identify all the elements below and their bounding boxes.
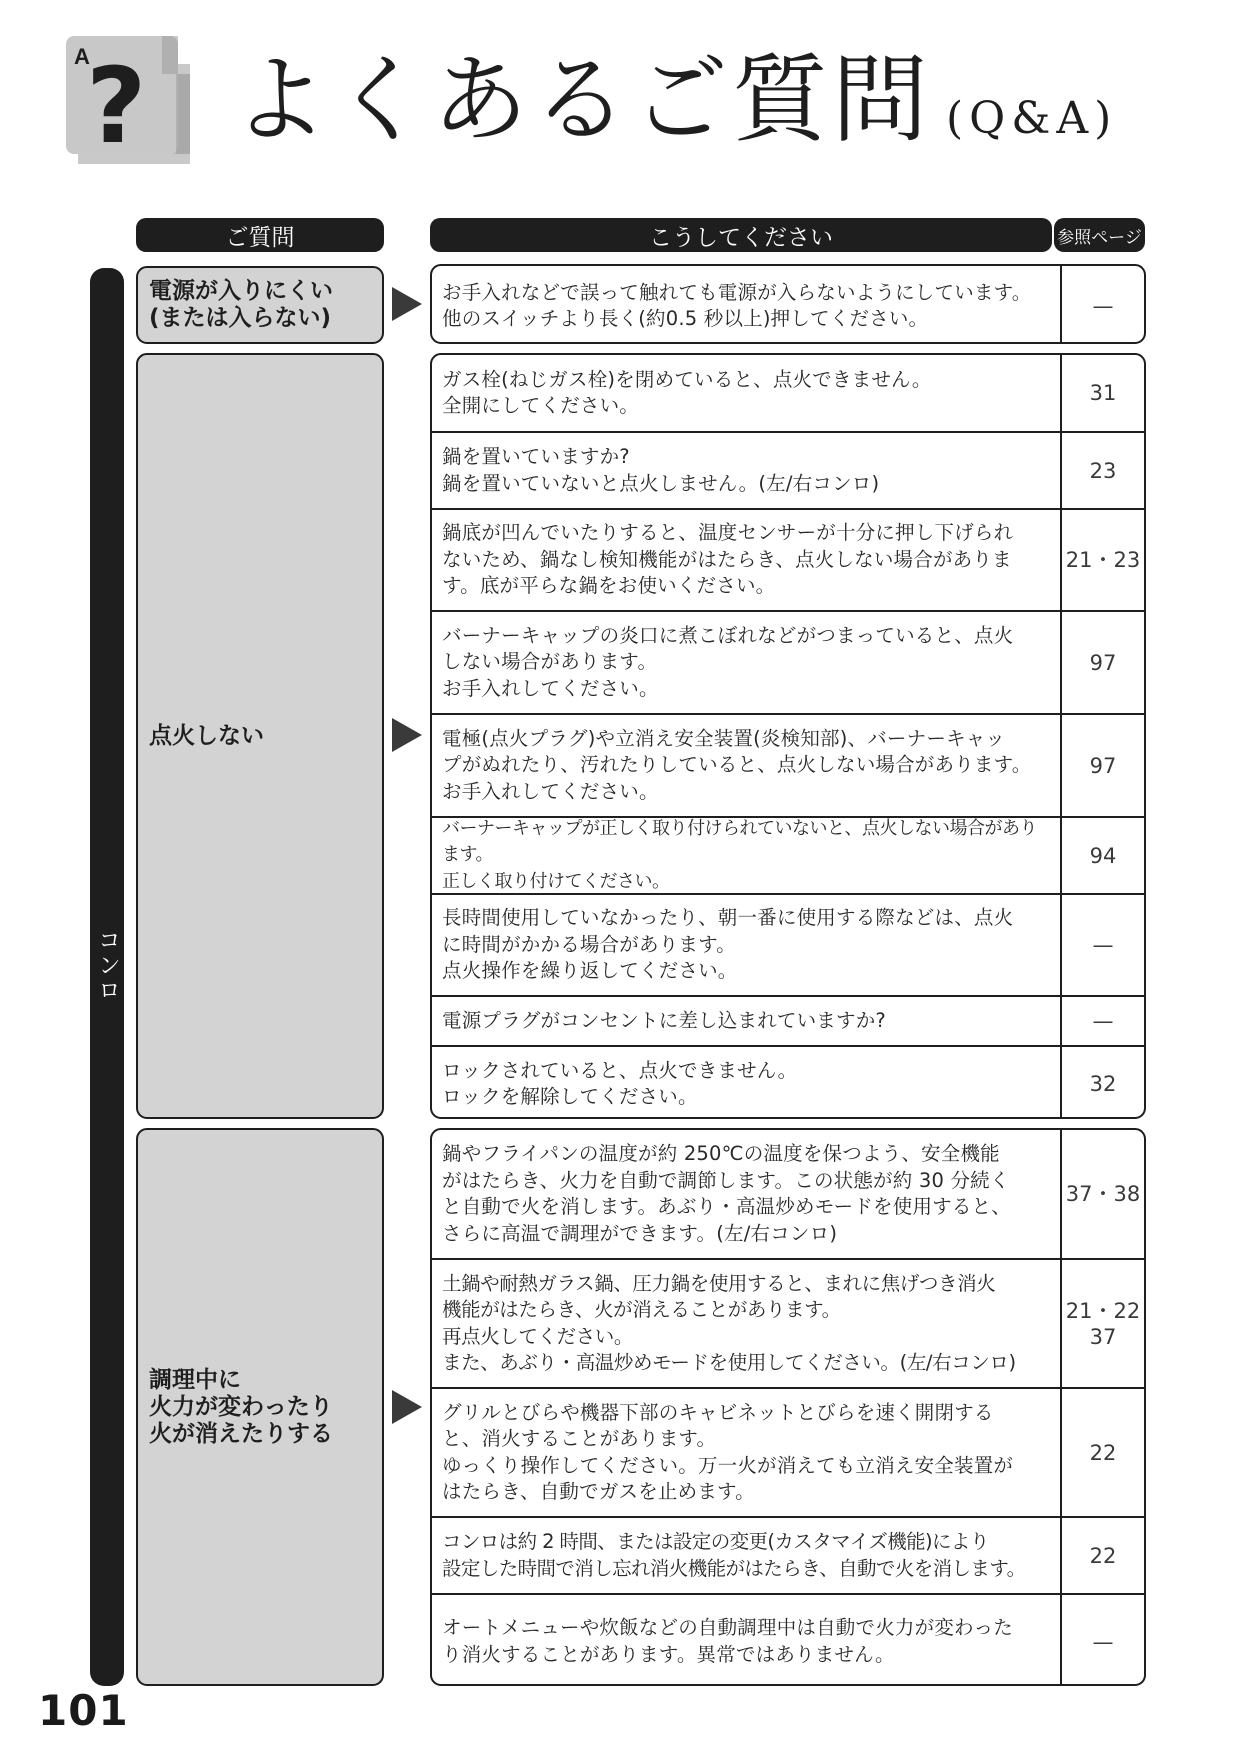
answer-text: コンロは約 2 時間、または設定の変更(カスタマイズ機能)により 設定した時間で消し忘れ消火機能がはたらき、自動で火を消します。 [442,1530,1026,1580]
answer-row [432,713,1144,816]
answer-text: 鍋底が凹んでいたりすると、温度センサーが十分に押し下げられ ないため、鍋なし検知機能がはたらき、点火しない場合がありま す。底が平らな鍋をお使いください。 [442,521,1014,598]
page-ref: 22 [1089,1440,1117,1465]
answer-text: 長時間使用していなかったり、朝一番に使用する際などは、点火 に時間がかかる場合があります。 点火操作を繰り返してください。 [442,906,1014,983]
answer-row [432,1387,1144,1516]
qa-icon [66,34,196,170]
answer-table [430,353,1146,1119]
answer-cell [432,818,1062,893]
answer-text: バーナーキャップの炎口に煮こぼれなどがつまっていると、点火 しない場合があります。 お手入れしてください。 [442,623,1014,700]
answer-cell [432,266,1062,344]
answer-text: グリルとびらや機器下部のキャビネットとびらを速く開閉する と、消火することがあります。 ゆっくり操作してください。万一火が消えても立消え安全装置が はたらき、自動でガスを止めます。 [442,1400,1014,1503]
answer-table [430,1128,1146,1686]
page-number: 101 [38,1686,129,1735]
page-ref: 37・38 [1065,1182,1141,1206]
answer-cell [432,433,1062,508]
answer-cell [432,612,1062,713]
answer-cell [432,1518,1062,1593]
answer-row [432,1258,1144,1387]
answer-table [430,264,1146,344]
arrow-right-icon [392,718,422,752]
answer-cell [432,355,1062,431]
answer-row [432,610,1144,713]
page-ref: 21・22 37 [1065,1298,1141,1349]
question-text: 電源が入りにくい (または入らない) [149,278,333,331]
page-title [232,40,1117,179]
answer-row [432,1130,1144,1258]
answer-text: 土鍋や耐熱ガラス鍋、圧力鍋を使用すると、まれに焦げつき消火 機能がはたらき、火が消えることがあります。 再点火してください。 また、あぶり・高温炒めモードを使用してください。(左/右コンロ) [442,1271,1016,1374]
answer-row [432,893,1144,995]
column-header-answer: こうしてください [430,218,1052,252]
column-header-page: 参照ページ [1054,218,1145,252]
question-text: 点火しない [149,722,264,749]
answer-row [432,355,1144,431]
answer-cell [432,510,1062,610]
answer-text: 電極(点火プラグ)や立消え安全装置(炎検知部)、バーナーキャッ プがぬれたり、汚れたりしていると、点火しない場合があります。 お手入れしてください。 [442,726,1032,803]
answer-text: 電源プラグがコンセントに差し込まれていますか? [442,1008,886,1032]
answer-text: ロックされていると、点火できません。 ロックを解除してください。 [442,1058,798,1108]
page-ref: 31 [1089,381,1117,405]
page-ref: 97 [1089,753,1117,778]
question-mark-icon: ? [86,45,147,167]
page-ref: 94 [1089,843,1117,868]
page-ref: 21・23 [1065,548,1141,572]
answer-row [432,431,1144,508]
answer-row [432,1516,1144,1593]
answer-text: 鍋やフライパンの温度が約 250℃の温度を保つよう、安全機能 がはたらき、火力を自動で調節します。この状態が約 30 分続く と自動で火を消します。あぶり・高温炒めモードを使用すると、 さらに高温で調理ができます。(左/右コンロ) [442,1142,1011,1245]
page-title-main: よくあるご質問 [232,44,932,156]
page-ref: — [1092,933,1114,957]
answer-text: 鍋を置いていますか? 鍋を置いていないと点火しません。(左/右コンロ) [442,445,880,495]
question-box [136,353,384,1119]
answer-text: オートメニューや炊飯などの自動調理中は自動で火力が変わった り消火することがあります。異常ではありません。 [442,1616,1013,1666]
page-ref: 22 [1089,1543,1117,1568]
answer-cell [432,1389,1062,1516]
category-label: コンロ [94,928,120,1003]
answer-text: バーナーキャップが正しく取り付けられていないと、点火しない場合があります。 正しく取り付けてください。 [442,817,1037,892]
page-ref: — [1092,294,1114,318]
answer-row [432,995,1144,1045]
answer-row [432,266,1144,344]
question-box [136,266,384,344]
answer-row [432,508,1144,610]
answer-row [432,816,1144,893]
answer-text: お手入れなどで誤って触れても電源が入らないようにしています。 他のスイッチより長く(約0.5 秒以上)押してください。 [442,280,1032,330]
answer-cell [432,1047,1062,1119]
answer-row [432,1593,1144,1686]
page-title-sub: (Q&A) [946,93,1118,144]
column-header-question: ご質問 [136,218,384,252]
answer-text: ガス栓(ねじガス栓)を閉めていると、点火できません。 全開にしてください。 [442,367,932,417]
answer-cell [432,997,1062,1045]
answer-cell [432,1260,1062,1387]
answer-row [432,1045,1144,1119]
answer-cell [432,1130,1062,1258]
arrow-right-icon [392,287,422,321]
page-ref: — [1092,1009,1114,1033]
page-ref: 97 [1089,650,1117,675]
arrow-right-icon [392,1390,422,1424]
page-ref: 23 [1089,458,1117,483]
question-text: 調理中に 火力が変わったり 火が消えたりする [149,1366,333,1447]
qa-icon-letter: A [74,44,90,69]
answer-cell [432,895,1062,995]
question-box [136,1128,384,1686]
page-ref: — [1092,1629,1114,1654]
answer-cell [432,715,1062,816]
page-ref: 32 [1089,1072,1117,1096]
answer-cell [432,1595,1062,1686]
